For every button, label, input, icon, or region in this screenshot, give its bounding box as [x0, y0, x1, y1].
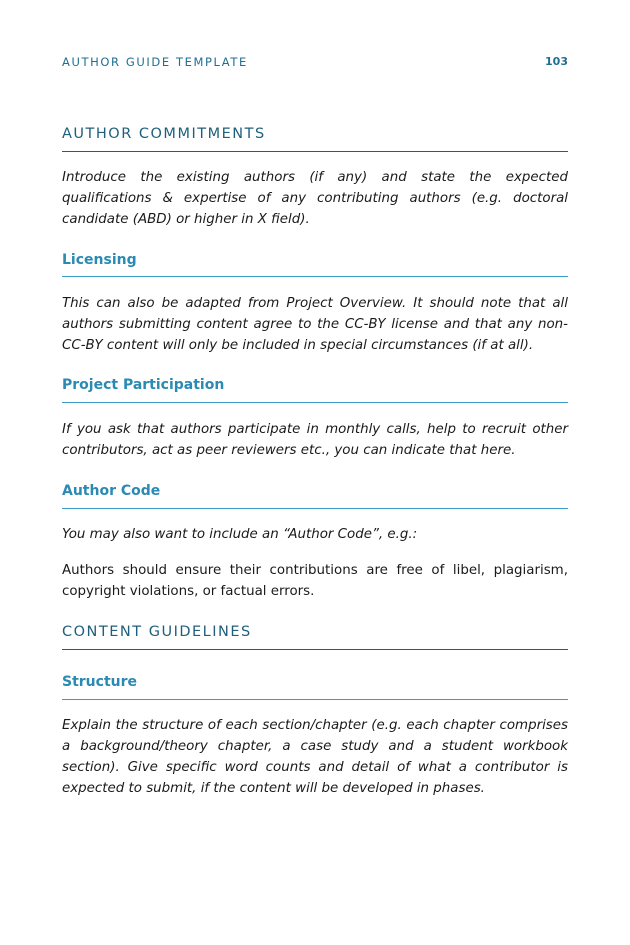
author-commitments-intro: Introduce the existing authors (if any) and state the expected qualifications & expertise of any contributing authors (e.g. doctoral candidate (ABD) or higher in X field). [62, 170, 568, 227]
subheading-licensing: Licensing [62, 252, 137, 268]
subheading-project-participation: Project Participation [62, 377, 225, 393]
document-page [62, 0, 568, 945]
section-divider [62, 151, 568, 152]
section-divider [62, 649, 568, 650]
subsection-divider [62, 699, 568, 700]
structure-body: Explain the structure of each section/chapter (e.g. each chapter comprises a background/theory chapter, a case study and a student workbook section). Give specific word counts and detail of what a contributor is expected to submit, if the content will be developed in phases. [62, 718, 568, 796]
author-code-intro: You may also want to include an “Author Code”, e.g.: [62, 527, 418, 542]
project-participation-body: If you ask that authors participate in monthly calls, help to recruit other contributors, act as peer reviewers etc., you can indicate that here. [62, 422, 568, 458]
subheading-author-code: Author Code [62, 483, 161, 499]
running-header [62, 55, 568, 71]
running-title: AUTHOR GUIDE TEMPLATE [62, 55, 248, 69]
licensing-body: This can also be adapted from Project Overview. It should note that all authors submitting content agree to the CC-BY license and that any non-CC-BY content will only be included in special circumstances (if at all). [62, 296, 568, 353]
subsection-divider [62, 276, 568, 277]
section-heading-content-guidelines: CONTENT GUIDELINES [62, 624, 252, 640]
subsection-divider [62, 402, 568, 403]
page-number: 103 [545, 55, 568, 68]
author-code-example: Authors should ensure their contributions are free of libel, plagiarism, copyright violations, or factual errors. [62, 563, 568, 599]
section-heading-author-commitments: AUTHOR COMMITMENTS [62, 126, 266, 142]
subsection-divider [62, 508, 568, 509]
subheading-structure: Structure [62, 674, 138, 690]
